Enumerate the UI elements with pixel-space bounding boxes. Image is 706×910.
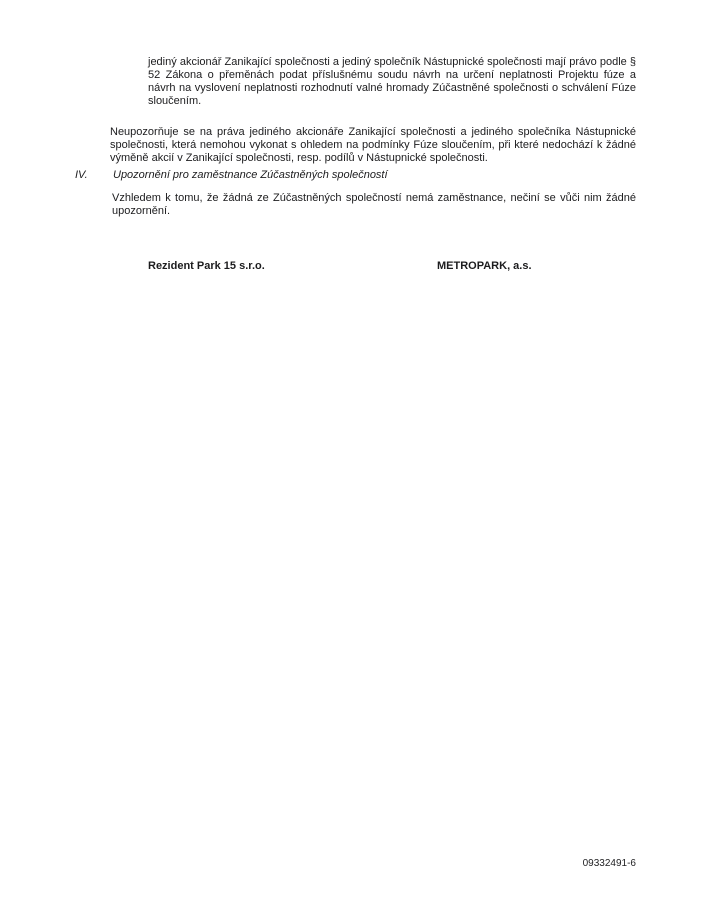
- paragraph-shareholder-rights: jediný akcionář Zanikající společnosti a jediný společník Nástupnické společnosti mají právo podle § 52 Zákona o přeměnách podat příslušnému soudu návrh na určení neplatnosti Projektu fúze a návrh na vyslovení neplatnosti rozhodnutí valné hromady Zúčastněné společnosti o schválení Fúze sloučením.: [148, 56, 636, 107]
- document-number: 09332491-6: [582, 858, 636, 869]
- section-number: IV.: [75, 169, 88, 181]
- signature-company-2: METROPARK, a.s.: [437, 260, 532, 272]
- paragraph-employees: Vzhledem k tomu, že žádná ze Zúčastněných společností nemá zaměstnance, nečiní se vůči nim žádné upozornění.: [112, 192, 636, 217]
- signature-row: [0, 260, 706, 276]
- section-title: Upozornění pro zaměstnance Zúčastněných společností: [113, 169, 388, 181]
- signature-company-1: Rezident Park 15 s.r.o.: [148, 260, 265, 272]
- paragraph-no-notice: Neupozorňuje se na práva jediného akcionáře Zanikající společnosti a jediného společníka Nástupnické společnosti, která nemohou vykonat s ohledem na podmínky Fúze sloučením, při které nedochází k žádné výměně akcií v Zanikající společnosti, resp. podílů v Nástupnické společnosti.: [110, 126, 636, 164]
